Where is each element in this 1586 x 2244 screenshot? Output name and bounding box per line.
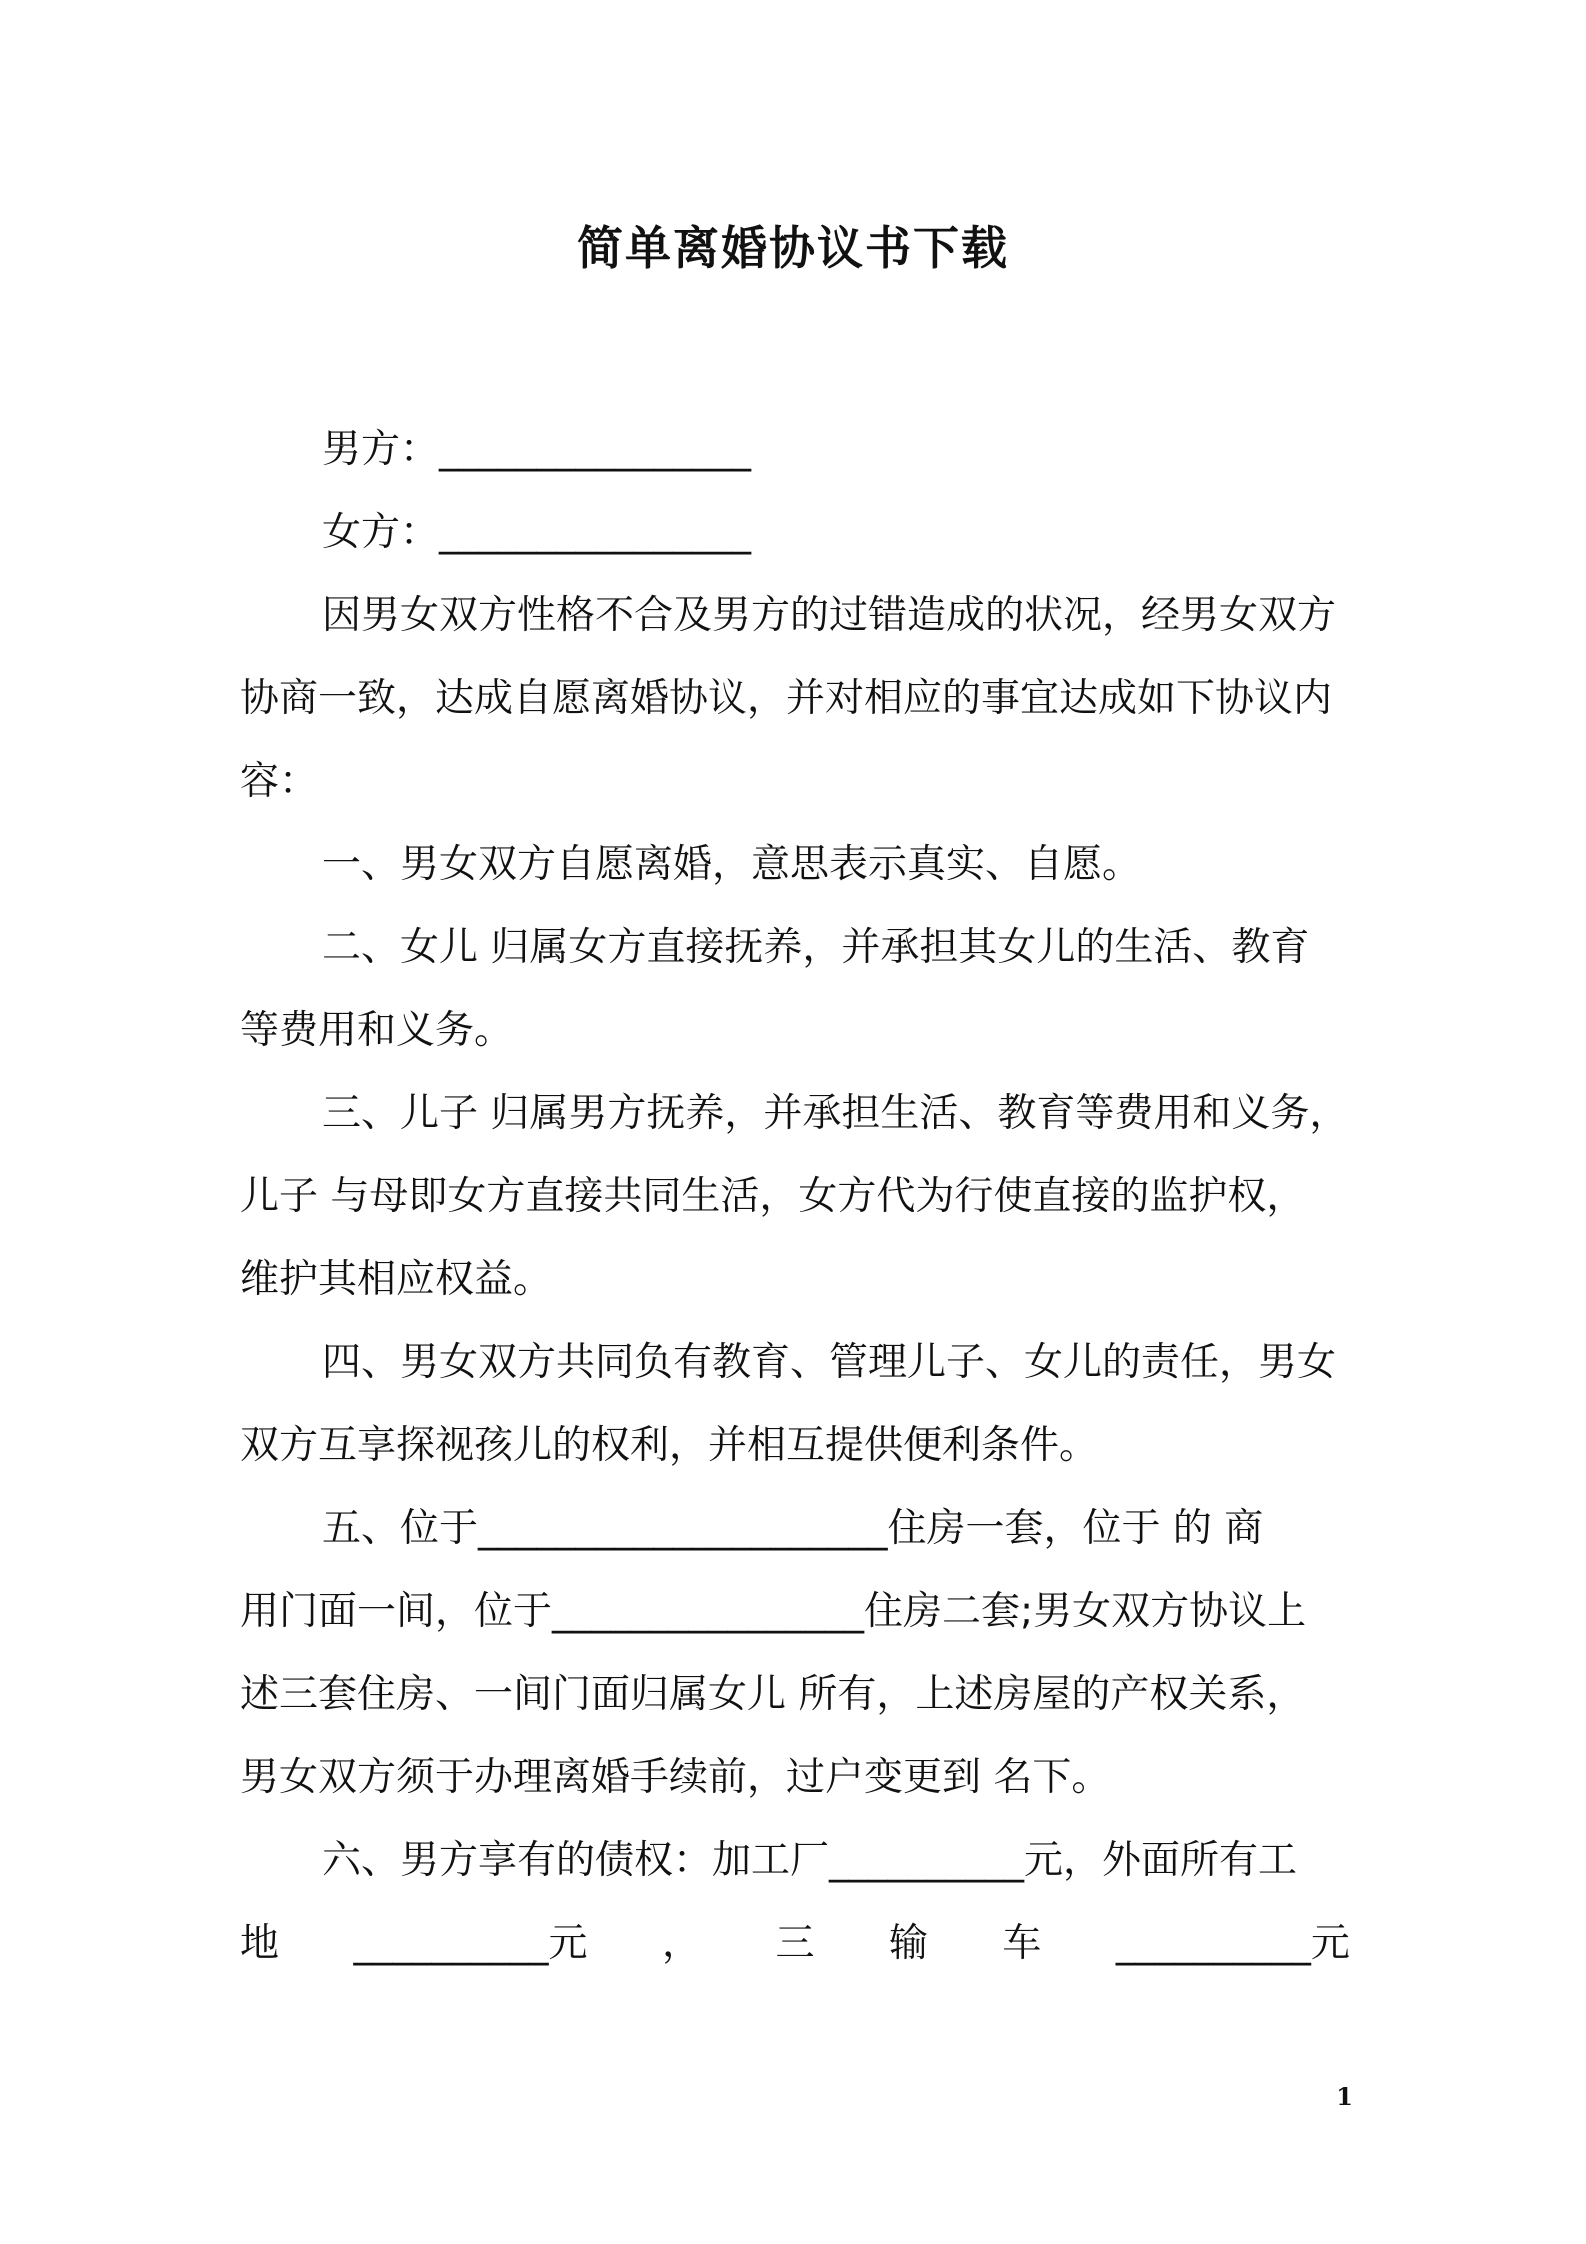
text-line: 四、男女双方共同负有教育、管理儿子、女儿的责任，男女 <box>322 1340 1337 1385</box>
word: 车 <box>1002 1921 1042 1966</box>
text-line: 男女双方须于办理离婚手续前，过户变更到 名下。 <box>240 1755 1111 1800</box>
page-number: 1 <box>1336 2082 1353 2111</box>
text-line: 一、男女双方自愿离婚，意思表示真实、自愿。 <box>322 842 1142 887</box>
document-body <box>240 408 1350 1985</box>
word: __________元 <box>1115 1921 1350 1966</box>
word: __________元 <box>353 1921 588 1966</box>
text-line: 用门面一间，位于________________住房二套;男女双方协议上 <box>240 1589 1307 1634</box>
document-title: 简单离婚协议书下载 <box>577 221 1009 275</box>
word: 输 <box>888 1921 928 1966</box>
text-line: 维护其相应权益。 <box>240 1257 553 1302</box>
text-line: 二、女儿 归属女方直接抚养，并承担其女儿的生活、教育 <box>322 925 1310 970</box>
text-line: 协商一致，达成自愿离婚协议，并对相应的事宜达成如下协议内 <box>240 676 1333 721</box>
text-line: 双方互享探视孩儿的权利，并相互提供便利条件。 <box>240 1423 1099 1468</box>
text-line: 述三套住房、一间门面归属女儿 所有，上述房屋的产权关系， <box>240 1672 1306 1717</box>
text-line: 男方：________________ <box>322 427 752 472</box>
text-line: 因男女双方性格不合及男方的过错造成的状况，经男女双方 <box>322 593 1337 638</box>
text-line: 三、儿子 归属男方抚养，并承担生活、教育等费用和义务， <box>322 1091 1349 1136</box>
word: 三 <box>775 1921 815 1966</box>
text-line: 容： <box>240 759 319 804</box>
text-line: 等费用和义务。 <box>240 1008 514 1053</box>
justified-text-line <box>240 1902 1350 1985</box>
word: 地 <box>240 1921 280 1966</box>
text-line: 儿子 与母即女方直接共同生活，女方代为行使直接的监护权， <box>240 1174 1306 1219</box>
word: ， <box>661 1921 701 1966</box>
text-line: 六、男方享有的债权：加工厂__________元，外面所有工 <box>322 1838 1298 1883</box>
text-line: 女方：________________ <box>322 510 752 555</box>
text-line: 五、位于_____________________住房一套，位于 的 商 <box>322 1506 1264 1551</box>
